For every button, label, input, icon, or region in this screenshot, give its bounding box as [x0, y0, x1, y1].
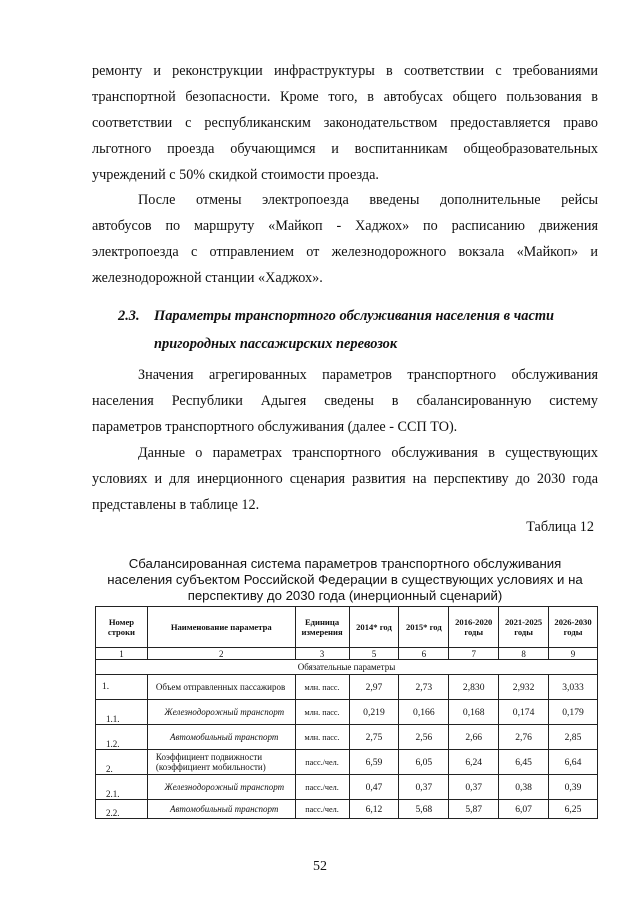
value-cell: 0,37 [449, 775, 499, 800]
caption-line: населения субъектом Российской Федерации в существующих условиях и на [107, 572, 583, 587]
parameter-name: Автомобильный транспорт [147, 725, 295, 750]
value-cell: 6,12 [349, 800, 399, 819]
header-row-number: Номер строки [96, 607, 148, 648]
unit: пасс./чел. [295, 775, 349, 800]
unit: млн. пасс. [295, 725, 349, 750]
text-line: Данные о параметрах транспортного обслуживания в существующих [138, 445, 598, 461]
row-number: 2. [96, 750, 148, 775]
unit: млн. пасс. [295, 700, 349, 725]
text-line: Значения агрегированных параметров транспортного обслуживания [138, 367, 598, 383]
section-title-line: Параметры транспортного обслуживания населения в части [154, 308, 555, 324]
table-row [96, 675, 598, 700]
value-cell: 6,59 [349, 750, 399, 775]
header-unit: Единица измерения [295, 607, 349, 648]
value-cell: 5,87 [449, 800, 499, 819]
value-cell: 0,219 [349, 700, 399, 725]
text-line: автобусов по маршруту «Майкоп - Хаджох» по расписанию движения [92, 218, 598, 234]
text-line: После отмены электропоезда введены дополнительные рейсы [138, 192, 598, 208]
value-cell: 2,56 [399, 725, 449, 750]
text-line: учреждений с 50% скидкой стоимости проезда. [92, 167, 379, 183]
text-line: условиях и для инерционного сценария развития на перспективу до 2030 года [92, 471, 598, 487]
value-cell: 6,25 [549, 800, 598, 819]
text-line: соответствии с республиканским законодательством предоставляется право [92, 115, 598, 131]
value-cell: 2,85 [549, 725, 598, 750]
table-header-row [96, 607, 598, 648]
value-cell: 0,39 [549, 775, 598, 800]
parameter-name: Коэффициент подвижности (коэффициент мобильности) [147, 750, 295, 775]
value-cell: 6,24 [449, 750, 499, 775]
value-cell: 0,179 [549, 700, 598, 725]
table-row [96, 750, 598, 775]
table-row [96, 775, 598, 800]
paragraph-2 [92, 187, 598, 291]
unit: пасс./чел. [295, 800, 349, 819]
paragraph-3 [92, 362, 598, 440]
parameter-name: Железнодорожный транспорт [147, 775, 295, 800]
value-cell: 2,830 [449, 675, 499, 700]
value-cell: 0,47 [349, 775, 399, 800]
column-index: 9 [549, 648, 598, 660]
column-index: 7 [449, 648, 499, 660]
value-cell: 2,66 [449, 725, 499, 750]
value-cell: 2,76 [499, 725, 549, 750]
header-2021-2025: 2021-2025 годы [499, 607, 549, 648]
value-cell: 0,38 [499, 775, 549, 800]
header-2016-2020: 2016-2020 годы [449, 607, 499, 648]
table-label: Таблица 12 [526, 519, 594, 535]
parameter-name: Объем отправленных пассажиров [147, 675, 295, 700]
paragraph-4 [92, 440, 598, 518]
table-row [96, 725, 598, 750]
table-caption [92, 556, 598, 604]
text-line: населения Республики Адыгея сведены в сбалансированную систему [92, 393, 598, 409]
value-cell: 6,45 [499, 750, 549, 775]
row-number: 2.1. [96, 775, 148, 800]
text-line: электропоезда с отправлением от железнодорожного вокзала «Майкоп» и [92, 244, 598, 260]
value-cell: 2,75 [349, 725, 399, 750]
value-cell: 2,932 [499, 675, 549, 700]
header-2014: 2014* год [349, 607, 399, 648]
row-number: 1. [96, 675, 148, 700]
page-number: 52 [313, 859, 327, 874]
unit: млн. пасс. [295, 675, 349, 700]
parameter-name: Железнодорожный транспорт [147, 700, 295, 725]
column-index: 8 [499, 648, 549, 660]
column-index: 3 [295, 648, 349, 660]
column-index: 2 [147, 648, 295, 660]
column-index-row [96, 648, 598, 660]
header-2026-2030: 2026-2030 годы [549, 607, 598, 648]
text-line: ремонту и реконструкции инфраструктуры в соответствии с требованиями [92, 63, 598, 79]
table-row [96, 800, 598, 819]
column-index: 1 [96, 648, 148, 660]
section-number: 2.3. [118, 308, 140, 324]
value-cell: 6,64 [549, 750, 598, 775]
value-cell: 3,033 [549, 675, 598, 700]
header-parameter-name: Наименование параметра [147, 607, 295, 648]
caption-line: Сбалансированная система параметров транспортного обслуживания [128, 556, 562, 571]
value-cell: 2,73 [399, 675, 449, 700]
paragraph-1 [92, 58, 598, 188]
row-number: 1.2. [96, 725, 148, 750]
value-cell: 0,166 [399, 700, 449, 725]
value-cell: 5,68 [399, 800, 449, 819]
value-cell: 0,37 [399, 775, 449, 800]
section-title-line: пригородных пассажирских перевозок [154, 336, 398, 352]
value-cell: 0,174 [499, 700, 549, 725]
text-line: представлены в таблице 12. [92, 497, 260, 513]
header-2015: 2015* год [399, 607, 449, 648]
table-row [96, 700, 598, 725]
caption-line: перспективу до 2030 года (инерционный сценарий) [187, 588, 503, 603]
text-line: железнодорожной станции «Хаджох». [92, 270, 323, 286]
section-row [96, 660, 598, 675]
text-line: параметров транспортного обслуживания (далее - ССП ТО). [92, 419, 458, 435]
value-cell: 6,07 [499, 800, 549, 819]
value-cell: 0,168 [449, 700, 499, 725]
value-cell: 2,97 [349, 675, 399, 700]
section-title: Обязательные параметры [96, 660, 598, 675]
parameters-table [95, 606, 598, 819]
column-index: 5 [349, 648, 399, 660]
column-index: 6 [399, 648, 449, 660]
row-number: 2.2. [96, 800, 148, 819]
row-number: 1.1. [96, 700, 148, 725]
parameter-name: Автомобильный транспорт [147, 800, 295, 819]
text-line: льготного проезда обучающимся и воспитанникам общеобразовательных [92, 141, 598, 157]
value-cell: 6,05 [399, 750, 449, 775]
unit: пасс./чел. [295, 750, 349, 775]
text-line: транспортной безопасности. Кроме того, в автобусах общего пользования в [92, 89, 598, 105]
